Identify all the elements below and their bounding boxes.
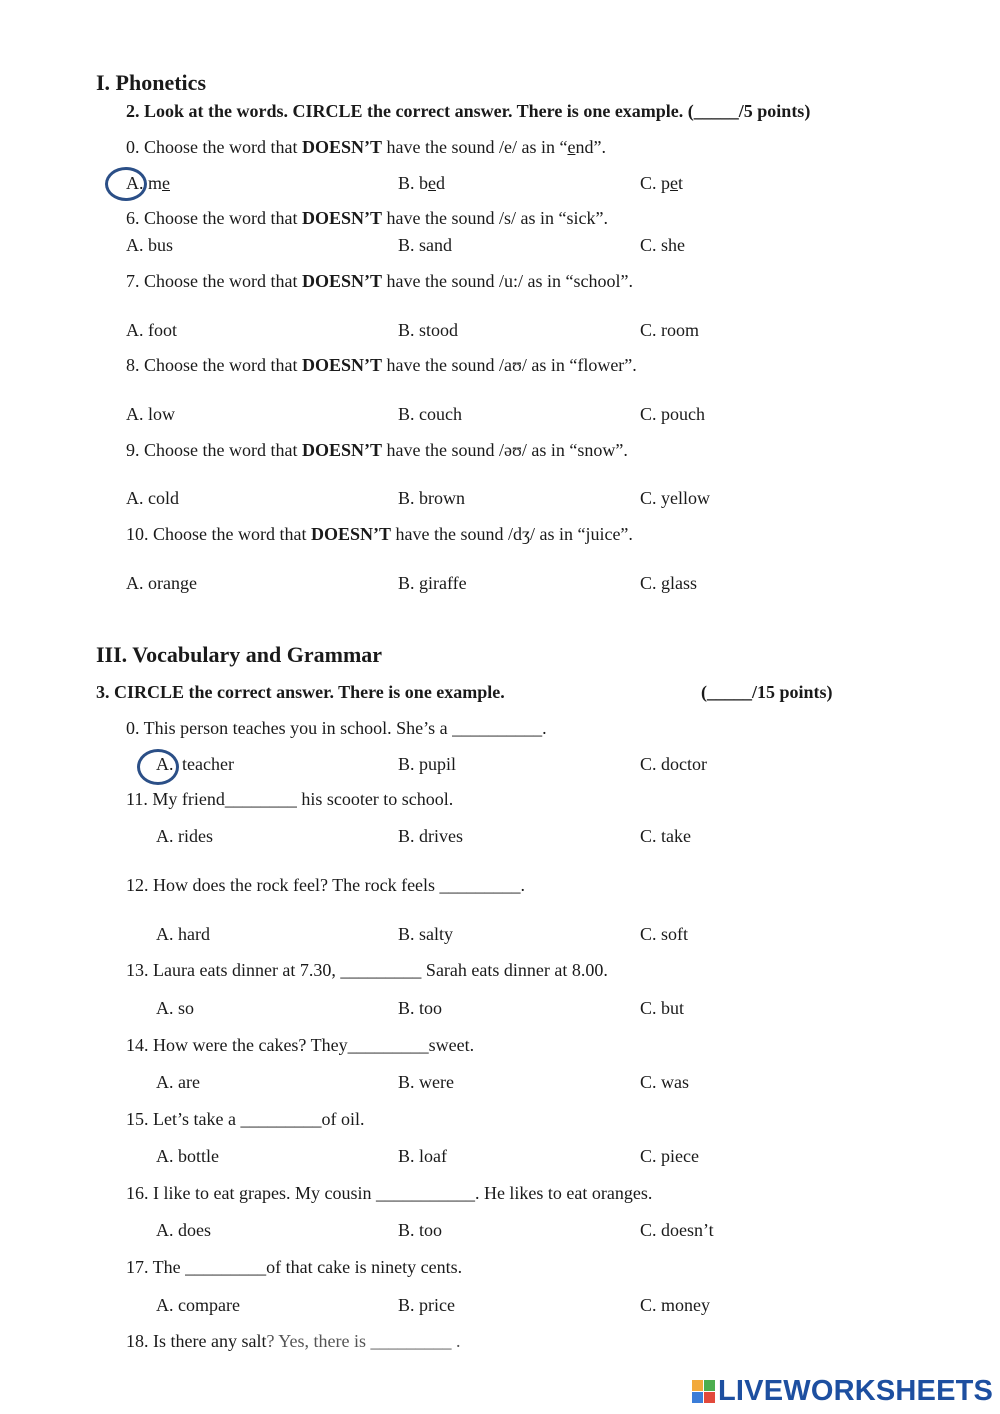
logo-square [692,1380,703,1391]
option-c[interactable]: C. glass [640,573,698,593]
option-c[interactable]: C. room [640,320,700,340]
question-15: 15. Let’s take a _________of oil. [126,1109,365,1129]
task-instruction-vocabulary: 3. CIRCLE the correct answer. There is one example. [96,682,505,702]
question-12: 12. How does the rock feel? The rock feels _________. [126,875,526,895]
option-b[interactable]: B. salty [398,924,454,944]
logo-square [704,1380,715,1391]
option-b[interactable]: B. brown [398,488,465,508]
question-17: 17. The _________of that cake is ninety cents. [126,1257,463,1277]
option-c[interactable]: C. but [640,998,685,1018]
option-b[interactable]: B. too [398,998,443,1018]
option-c[interactable]: C. take [640,826,691,846]
option-b[interactable]: B. loaf [398,1146,447,1166]
question-14: 14. How were the cakes? They_________sweet. [126,1035,475,1055]
question-9: 9. Choose the word that DOESN’T have the sound /əʊ/ as in “snow”. [126,440,628,460]
option-a[interactable]: A. cold [126,488,179,508]
logo-square [692,1392,703,1403]
question-11: 11. My friend________ his scooter to school. [126,789,454,809]
option-c[interactable]: C. money [640,1295,710,1315]
question-8: 8. Choose the word that DOESN’T have the sound /aʊ/ as in “flower”. [126,355,637,375]
option-b[interactable]: B. pupil [398,754,457,774]
question-0-phonetics: 0. Choose the word that DOESN’T have the sound /e/ as in “end”. [126,137,606,157]
option-c[interactable]: C. pet [640,173,684,193]
section-title-vocabulary: III. Vocabulary and Grammar [96,642,383,667]
option-c[interactable]: C. soft [640,924,689,944]
option-a[interactable]: A. compare [156,1295,240,1315]
option-a[interactable]: A. are [156,1072,200,1092]
question-18: 18. Is there any salt? Yes, there is _________ . [126,1331,461,1351]
logo-mark-icon [692,1380,715,1403]
question-6: 6. Choose the word that DOESN’T have the sound /s/ as in “sick”. [126,208,608,228]
option-c[interactable]: C. yellow [640,488,710,508]
question-10: 10. Choose the word that DOESN’T have the sound /dʒ/ as in “juice”. [126,524,633,544]
option-b[interactable]: B. bed [398,173,446,193]
option-a[interactable]: A. foot [126,320,177,340]
option-a[interactable]: A. does [156,1220,211,1240]
option-a[interactable]: A. [156,754,174,774]
option-b[interactable]: B. stood [398,320,459,340]
points-box: (_____/15 points) [701,682,833,702]
option-a[interactable]: A. bus [126,235,174,255]
liveworksheets-logo [692,1375,993,1408]
option-a[interactable]: A. bottle [156,1146,219,1166]
option-a[interactable]: A. orange [126,573,197,593]
option-a[interactable]: A. so [156,998,195,1018]
option-b[interactable]: B. sand [398,235,452,255]
logo-square [704,1392,715,1403]
task-instruction-phonetics: 2. Look at the words. CIRCLE the correct answer. There is one example. (_____/5 points) [126,101,811,121]
question-7: 7. Choose the word that DOESN’T have the sound /u:/ as in “school”. [126,271,633,291]
option-b[interactable]: B. price [398,1295,455,1315]
option-b[interactable]: B. couch [398,404,462,424]
question-13: 13. Laura eats dinner at 7.30, _________ Sarah eats dinner at 8.00. [126,960,608,980]
option-a-word[interactable]: teacher [182,754,234,774]
option-c[interactable]: C. doctor [640,754,707,774]
option-b[interactable]: B. too [398,1220,443,1240]
option-b[interactable]: B. were [398,1072,454,1092]
logo-text: LIVEWORKSHEETS [718,1375,994,1407]
section-title-phonetics: I. Phonetics [96,70,206,95]
option-a[interactable]: A. rides [156,826,213,846]
option-a[interactable]: A. low [126,404,175,424]
option-c[interactable]: C. piece [640,1146,699,1166]
option-c[interactable]: C. was [640,1072,689,1092]
option-b[interactable]: B. drives [398,826,463,846]
option-a[interactable]: A. hard [156,924,210,944]
option-c[interactable]: C. pouch [640,404,705,424]
question-0-vocabulary: 0. This person teaches you in school. She’s a __________. [126,718,547,738]
option-c[interactable]: C. she [640,235,685,255]
option-c[interactable]: C. doesn’t [640,1220,714,1240]
question-16: 16. I like to eat grapes. My cousin ___________. He likes to eat oranges. [126,1183,653,1203]
option-a[interactable]: A. me [126,173,170,193]
option-b[interactable]: B. giraffe [398,573,467,593]
